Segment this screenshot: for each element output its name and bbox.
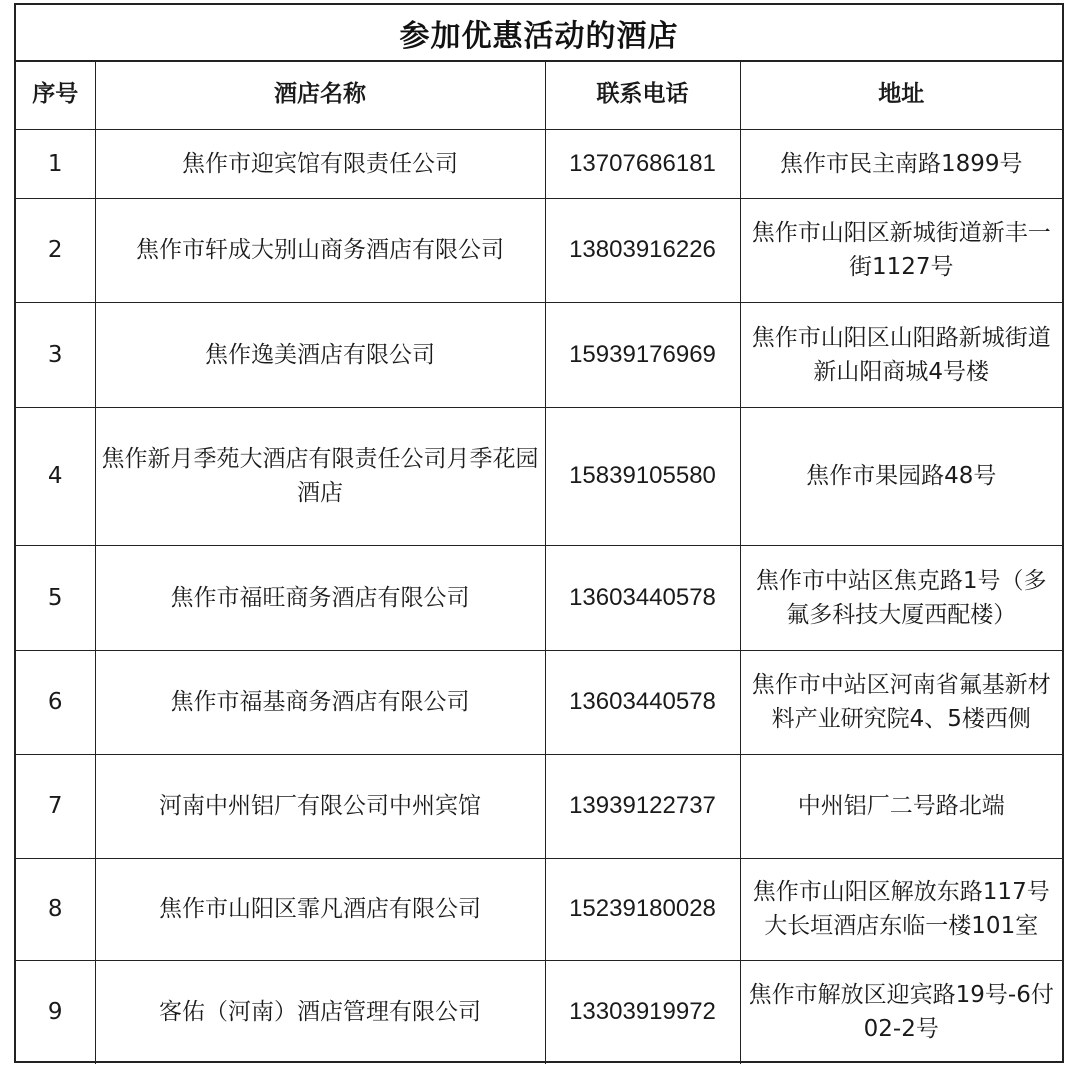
cell-no: 3 xyxy=(16,302,95,407)
cell-phone: 15939176969 xyxy=(545,302,740,407)
cell-hotel-name: 焦作市福旺商务酒店有限公司 xyxy=(95,545,545,650)
cell-no: 6 xyxy=(16,650,95,754)
cell-address: 焦作市中站区焦克路1号（多氟多科技大厦西配楼） xyxy=(740,545,1062,650)
cell-hotel-name: 焦作新月季苑大酒店有限责任公司月季花园酒店 xyxy=(95,407,545,545)
table-row xyxy=(16,754,1062,858)
cell-hotel-name: 焦作市山阳区霏凡酒店有限公司 xyxy=(95,858,545,960)
cell-phone: 15839105580 xyxy=(545,407,740,545)
cell-hotel-name: 焦作市迎宾馆有限责任公司 xyxy=(95,129,545,198)
page-title: 参加优惠活动的酒店 xyxy=(16,5,1062,62)
table-row xyxy=(16,129,1062,198)
cell-no: 9 xyxy=(16,960,95,1064)
cell-address: 焦作市山阳区解放东路117号大长垣酒店东临一楼101室 xyxy=(740,858,1062,960)
header-no: 序号 xyxy=(16,60,95,129)
cell-no: 1 xyxy=(16,129,95,198)
table-row xyxy=(16,545,1062,650)
cell-address: 焦作市民主南路1899号 xyxy=(740,129,1062,198)
cell-address: 焦作市解放区迎宾路19号-6付02-2号 xyxy=(740,960,1062,1064)
cell-no: 8 xyxy=(16,858,95,960)
cell-phone: 13707686181 xyxy=(545,129,740,198)
hotel-table xyxy=(16,60,1062,1064)
cell-no: 5 xyxy=(16,545,95,650)
cell-phone: 13603440578 xyxy=(545,545,740,650)
cell-address: 中州铝厂二号路北端 xyxy=(740,754,1062,858)
cell-phone: 15239180028 xyxy=(545,858,740,960)
cell-hotel-name: 焦作逸美酒店有限公司 xyxy=(95,302,545,407)
table-header-row xyxy=(16,60,1062,129)
table-row xyxy=(16,960,1062,1064)
table-row xyxy=(16,198,1062,302)
cell-hotel-name: 河南中州铝厂有限公司中州宾馆 xyxy=(95,754,545,858)
cell-address: 焦作市山阳区山阳路新城街道新山阳商城4号楼 xyxy=(740,302,1062,407)
cell-phone: 13303919972 xyxy=(545,960,740,1064)
cell-hotel-name: 焦作市轩成大别山商务酒店有限公司 xyxy=(95,198,545,302)
cell-no: 7 xyxy=(16,754,95,858)
cell-address: 焦作市果园路48号 xyxy=(740,407,1062,545)
table-row xyxy=(16,858,1062,960)
table-row xyxy=(16,407,1062,545)
cell-no: 4 xyxy=(16,407,95,545)
table-row xyxy=(16,302,1062,407)
header-hotel-name: 酒店名称 xyxy=(95,60,545,129)
header-address: 地址 xyxy=(740,60,1062,129)
cell-phone: 13939122737 xyxy=(545,754,740,858)
hotel-list-sheet xyxy=(14,3,1064,1063)
cell-hotel-name: 焦作市福基商务酒店有限公司 xyxy=(95,650,545,754)
cell-no: 2 xyxy=(16,198,95,302)
table-row xyxy=(16,650,1062,754)
cell-phone: 13803916226 xyxy=(545,198,740,302)
cell-phone: 13603440578 xyxy=(545,650,740,754)
cell-hotel-name: 客佑（河南）酒店管理有限公司 xyxy=(95,960,545,1064)
cell-address: 焦作市中站区河南省氟基新材料产业研究院4、5楼西侧 xyxy=(740,650,1062,754)
header-phone: 联系电话 xyxy=(545,60,740,129)
cell-address: 焦作市山阳区新城街道新丰一街1127号 xyxy=(740,198,1062,302)
